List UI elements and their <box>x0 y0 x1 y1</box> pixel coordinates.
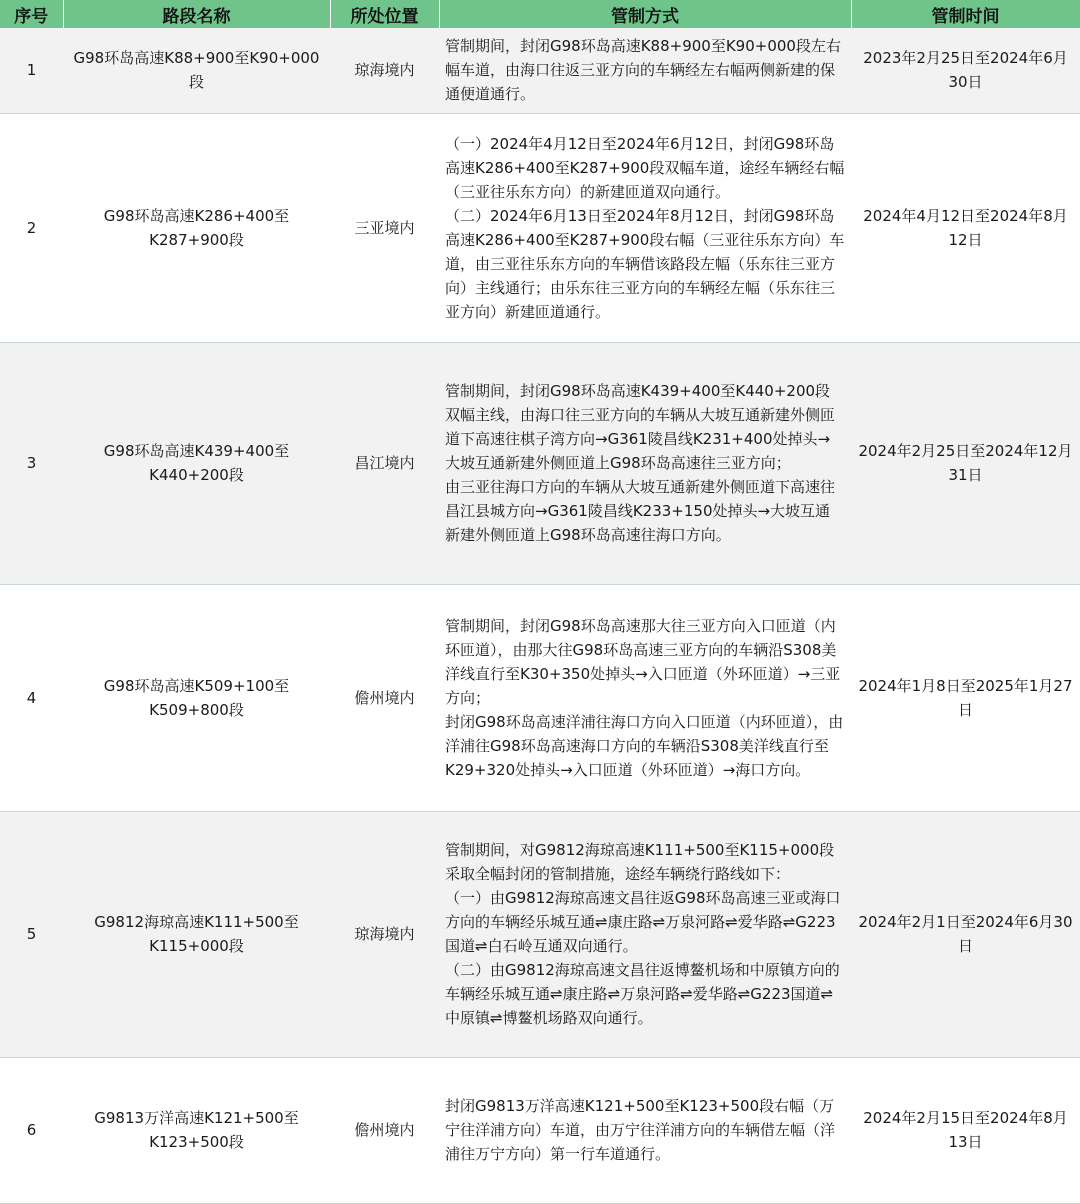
row-time: 2024年4月12日至2024年8月12日 <box>851 113 1080 342</box>
row-no: 5 <box>0 811 63 1057</box>
row-road-name: G98环岛高速K88+900至K90+000段 <box>63 28 330 113</box>
row-road-name: G98环岛高速K439+400至K440+200段 <box>63 342 330 584</box>
row-no: 3 <box>0 342 63 584</box>
table-row <box>0 811 1080 1057</box>
row-road-name: G98环岛高速K286+400至K287+900段 <box>63 113 330 342</box>
row-location: 儋州境内 <box>330 584 439 811</box>
table-row <box>0 113 1080 342</box>
row-time: 2024年2月1日至2024年6月30日 <box>851 811 1080 1057</box>
row-location: 昌江境内 <box>330 342 439 584</box>
table-row <box>0 28 1080 113</box>
row-road-name: G9812海琼高速K111+500至K115+000段 <box>63 811 330 1057</box>
row-method: 管制期间，封闭G98环岛高速K439+400至K440+200段双幅主线，由海口往三亚方向的车辆从大坡互通新建外侧匝道下高速往棋子湾方向→G361陵昌线K231+400处掉头→大坡互通新建外侧匝道上G98环岛高速往三亚方向； 由三亚往海口方向的车辆从大坡互通新建外侧匝道下高速往昌江县城方向→G361陵昌线K233+150处掉头→大坡互通新建外侧匝道上G98环岛高速往海口方向。 <box>445 382 836 544</box>
row-method: 管制期间，对G9812海琼高速K111+500至K115+000段采取全幅封闭的管制措施，途经车辆绕行路线如下： （一）由G9812海琼高速文昌往返G98环岛高速三亚或海口方向的车辆经乐城互通⇌康庄路⇌万泉河路⇌爱华路⇌G223国道⇌白石岭互通双向通行。 （二）由G9812海琼高速文昌往返博鳌机场和中原镇方向的车辆经乐城互通⇌康庄路⇌万泉河路⇌爱华路⇌G223国道⇌中原镇⇌博鳌机场路双向通行。 <box>445 841 841 1027</box>
row-method: （一）2024年4月12日至2024年6月12日，封闭G98环岛高速K286+400至K287+900段双幅车道，途经车辆经右幅（三亚往乐东方向）的新建匝道双向通行。 （二）2024年6月13日至2024年8月12日，封闭G98环岛高速K286+400至K287+900段右幅（三亚往乐东方向）车道，由三亚往乐东方向的车辆借该路段左幅（乐东往三亚方向）主线通行；由乐东往三亚方向的车辆经左幅（乐东往三亚方向）新建匝道通行。 <box>445 134 845 321</box>
header-method: 管制方式 <box>439 0 851 28</box>
row-no: 6 <box>0 1057 63 1203</box>
table-row <box>0 1057 1080 1203</box>
header-no: 序号 <box>0 0 63 28</box>
row-method: 管制期间，封闭G98环岛高速K88+900至K90+000段左右幅车道，由海口往返三亚方向的车辆经左右幅两侧新建的保通便道通行。 <box>445 37 841 104</box>
row-road-name: G98环岛高速K509+100至K509+800段 <box>63 584 330 811</box>
table-row <box>0 584 1080 811</box>
header-time: 管制时间 <box>851 0 1080 28</box>
row-no: 2 <box>0 113 63 342</box>
row-location: 琼海境内 <box>330 28 439 113</box>
row-time: 2024年2月25日至2024年12月31日 <box>851 342 1080 584</box>
row-location: 三亚境内 <box>330 113 439 342</box>
row-location: 琼海境内 <box>330 811 439 1057</box>
header-location: 所处位置 <box>330 0 439 28</box>
row-time: 2024年2月15日至2024年8月13日 <box>851 1057 1080 1203</box>
row-method: 封闭G9813万洋高速K121+500至K123+500段右幅（万宁往洋浦方向）车道，由万宁往洋浦方向的车辆借左幅（洋浦往万宁方向）第一行车道通行。 <box>445 1097 836 1163</box>
row-no: 1 <box>0 28 63 113</box>
header-road-name: 路段名称 <box>63 0 330 28</box>
row-road-name: G9813万洋高速K121+500至K123+500段 <box>63 1057 330 1203</box>
row-location: 儋州境内 <box>330 1057 439 1203</box>
row-time: 2024年1月8日至2025年1月27日 <box>851 584 1080 811</box>
table-row <box>0 342 1080 584</box>
row-no: 4 <box>0 584 63 811</box>
row-time: 2023年2月25日至2024年6月30日 <box>851 28 1080 113</box>
header-row <box>0 0 1080 28</box>
row-method: 管制期间，封闭G98环岛高速那大往三亚方向入口匝道（内环匝道），由那大往G98环岛高速三亚方向的车辆沿S308美洋线直行至K30+350处掉头→入口匝道（外环匝道）→三亚方向； 封闭G98环岛高速洋浦往海口方向入口匝道（内环匝道），由洋浦往G98环岛高速海口方向的车辆沿S308美洋线直行至K29+320处掉头→入口匝道（外环匝道）→海口方向。 <box>445 616 844 779</box>
